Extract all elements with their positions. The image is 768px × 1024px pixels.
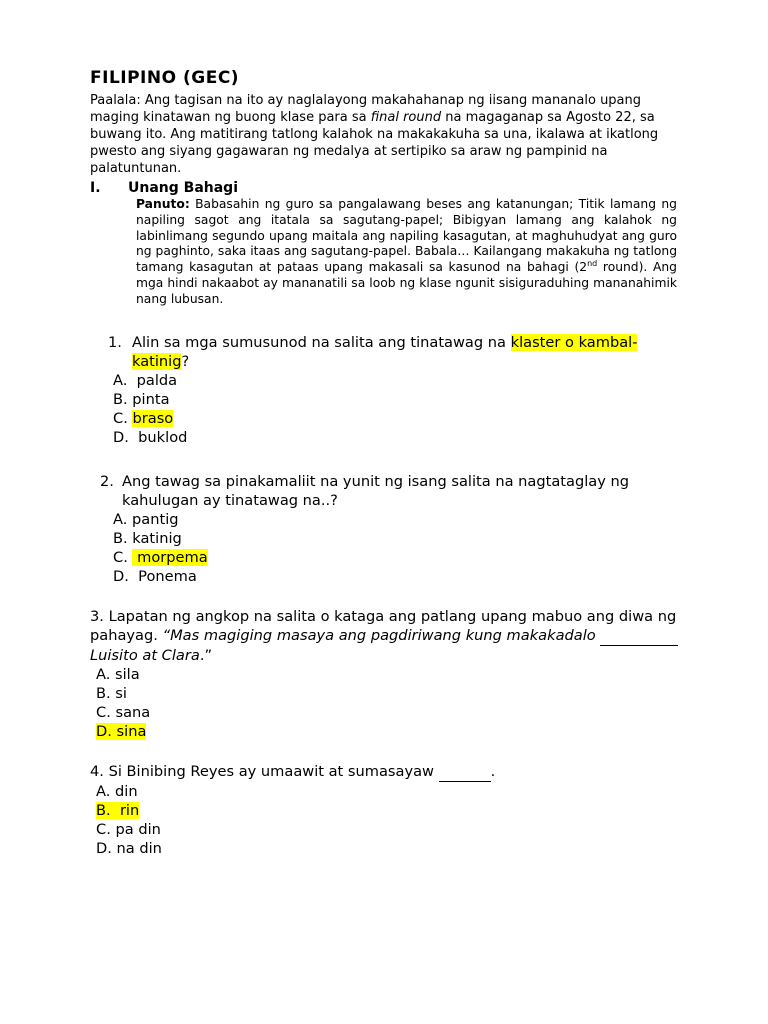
choice-letter: D. [96, 722, 112, 740]
question-3-quote-before: “Mas magiging masaya ang pagdiriwang kung makakadalo [162, 626, 601, 644]
document-title: FILIPINO (GEC) [90, 68, 240, 88]
question-4-text-end: . [490, 762, 496, 780]
choice-letter: B. [96, 801, 111, 819]
choice-item [113, 567, 680, 586]
choice-letter: A. [96, 782, 111, 800]
choice-text: morpema [137, 548, 208, 566]
choice-answer-highlight [96, 723, 146, 740]
choice-item [96, 801, 680, 820]
choice-letter: C. [96, 703, 111, 721]
panuto-text: Babasahin ng guro sa pangalawang beses ang katanungan; Titik lamang ng napiling sagot ang itatala sa sagutang-papel; Bibigyan lamang ang kalahok ng labinlimang segundo upang maitala ang napiling kasagutan, at maghuhudyat ang guro ng paghinto, saka itaas ang sagutang-papel. Babala… Kailangang makakuha ng tatlong tamang kasagutan at pataas upang makasali sa kasunod na bahagi (2 [136, 197, 677, 275]
choice-item [96, 684, 680, 703]
question-3-choices [96, 665, 680, 741]
panuto-text-end: round). Ang mga hindi nakaabot ay mananatili sa loob ng klase ngunit sisiguraduhing mananahimik nang lubusan. [136, 260, 677, 306]
choice-item [96, 665, 680, 684]
choice-letter: C. [113, 548, 128, 566]
choice-letter: A. [96, 665, 111, 683]
choice-text: katinig [132, 529, 182, 547]
question-3-text: Lapatan ng angkop na salita o kataga ang patlang upang mabuo ang diwa ng pahayag. [90, 607, 677, 644]
question-1-text-before: Alin sa mga sumusunod na salita ang tinatawag na [132, 333, 511, 351]
choice-item [96, 722, 680, 741]
choice-text-answer [132, 549, 207, 566]
choice-letter: A. [113, 510, 128, 528]
question-4 [90, 762, 680, 858]
choice-letter: B. [96, 684, 111, 702]
question-1-choices [113, 371, 680, 447]
choice-item [113, 548, 680, 567]
question-3-number: 3. [90, 607, 104, 625]
choice-text: sina [116, 722, 147, 740]
question-1-number: 1. [108, 333, 122, 351]
choice-item [96, 782, 680, 801]
choice-item [113, 428, 680, 447]
question-2-stem [100, 472, 680, 510]
choice-item [113, 510, 680, 529]
choice-letter: D. [113, 567, 129, 585]
question-1-stem [108, 333, 680, 371]
choice-text: sana [115, 703, 151, 721]
question-3 [90, 607, 680, 741]
choice-letter: C. [113, 409, 128, 427]
choice-letter: B. [113, 390, 128, 408]
panuto-label: Panuto: [136, 197, 190, 211]
choice-text: pantig [132, 510, 179, 528]
question-3-stem [90, 607, 680, 665]
question-4-text: Si Binibing Reyes ay umaawit at sumasayaw [108, 762, 439, 780]
panuto-superscript: nd [587, 259, 598, 269]
question-1-highlight: klaster o kambal-katinig [132, 333, 638, 370]
choice-letter: D. [113, 428, 129, 446]
panuto-paragraph [136, 197, 677, 308]
question-4-stem [90, 762, 680, 782]
question-1-text-after: ? [181, 352, 190, 370]
choice-text: si [115, 684, 127, 702]
choice-letter: A. [113, 371, 128, 389]
paalala-italic: final round [370, 110, 442, 125]
choice-item [96, 839, 680, 858]
choice-text: rin [119, 801, 140, 819]
question-4-choices [96, 782, 680, 858]
choice-item [113, 390, 680, 409]
paalala-paragraph [90, 92, 680, 177]
choice-letter: B. [113, 529, 128, 547]
section-title: Unang Bahagi [128, 180, 238, 196]
question-4-number: 4. [90, 762, 104, 780]
choice-item [113, 409, 680, 428]
choice-item [113, 529, 680, 548]
choice-text: Ponema [138, 567, 197, 585]
paalala-text-2: na magaganap sa Agosto 22, sa buwang ito. Ang matitirang tatlong kalahok na makakakuha sa una, ikalawa at ikatlong pwesto ang siyang gagawaran ng medalya at sertipiko sa araw ng pampinid na palatuntunan. [90, 110, 659, 176]
choice-item [96, 820, 680, 839]
section-number: I. [90, 180, 101, 196]
choice-text: sila [115, 665, 140, 683]
question-1 [108, 333, 680, 447]
choice-text: palda [136, 371, 178, 389]
question-3-quote-after: Luisito at Clara [90, 646, 200, 664]
choice-text: buklod [138, 428, 188, 446]
choice-answer-highlight [96, 802, 139, 819]
choice-text: pinta [132, 390, 170, 408]
choice-letter: C. [96, 820, 111, 838]
document-page [90, 68, 680, 858]
question-2-number: 2. [100, 472, 114, 490]
choice-text: pa din [115, 820, 161, 838]
choice-item [113, 371, 680, 390]
question-3-quote-end: .” [199, 646, 213, 664]
question-1-text [132, 333, 680, 371]
choice-text: na din [116, 839, 162, 857]
choice-text-answer: braso [132, 409, 174, 427]
choice-item [96, 703, 680, 722]
question-2-text: Ang tawag sa pinakamaliit na yunit ng isang salita na nagtataglay ng kahulugan ay tinatawag na..? [122, 472, 630, 509]
question-2-choices [113, 510, 680, 586]
section-heading [90, 180, 680, 196]
question-2 [100, 472, 680, 586]
answer-blank [600, 626, 678, 646]
choice-text: din [115, 782, 138, 800]
choice-letter: D. [96, 839, 112, 857]
question-3-quote [90, 627, 678, 664]
paalala-text-1: Paalala: Ang tagisan na ito ay naglalayong makahahanap ng iisang mananalo upang maging kinatawan ng buong klase para sa [90, 93, 642, 125]
answer-blank [439, 762, 491, 782]
